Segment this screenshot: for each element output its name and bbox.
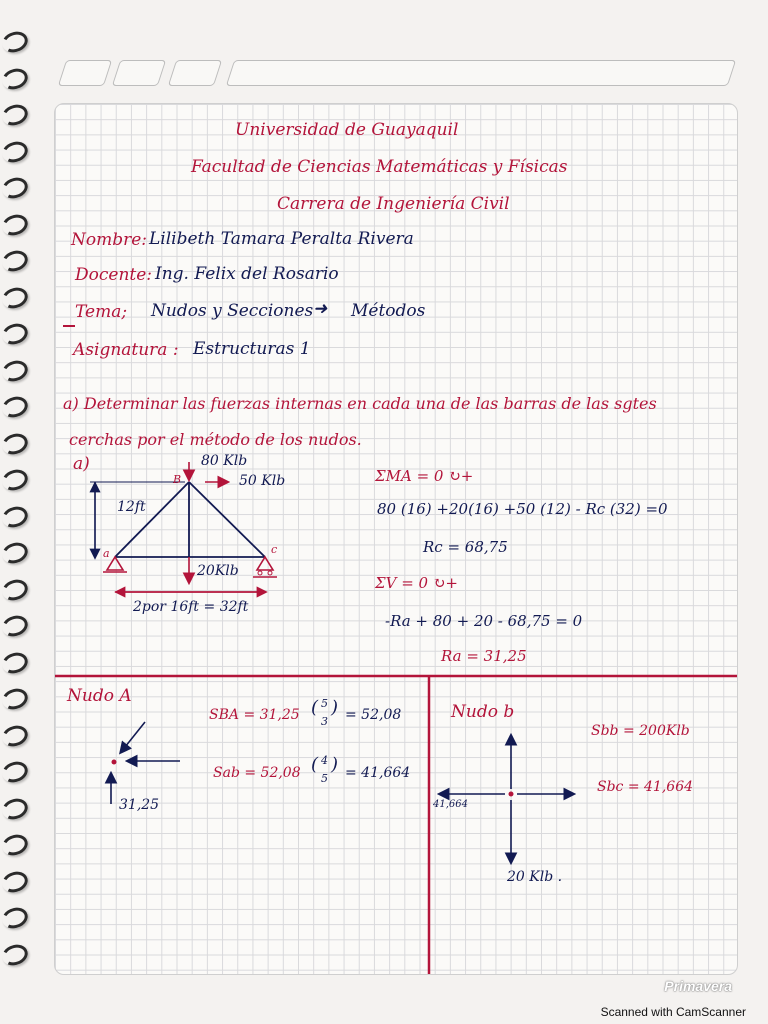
spiral-binding xyxy=(0,0,30,1000)
span-label: 2por 16ft = 32ft xyxy=(133,599,249,615)
spiral-ring xyxy=(0,320,30,347)
problem-line-2: cerchas por el método de los nudos. xyxy=(69,430,362,449)
notebook-page: Universidad de Guayaquil Facultad de Ciencias Matemáticas y Físicas Carrera de Ingeniería Civil Nombre: Lilibeth Tamara Peralta Rivera Docente: Ing. Felix del Rosario Tema; Nudos y Secciones ➜ Métodos Asignatura : Estructuras 1 a) Determinar las fuerzas internas en cada una de las barras de las sgtes cerchas por el método de los nudos. a) 80 Klb 50 Klb B 12ft a c 20Klb 2por 16ft = 32ft ΣMA = 0 ↻+ 80 (16) +20(16) +50 (12) - Rc (32) =0 Rc = 68,75 ΣV = 0 ↻+ -Ra + 80 + 20 - 68,75 = 0 Ra = 31,25 Nudo A SBA = 31,25 ( 5 3 ) = 52,08 Sab = 52,08 ( 4 5 ) = 41,664 31,25 Nudo b Sbb = 200Klb Sbc = 41,664 41,664 20 Klb . xyxy=(54,103,738,975)
load-side-label: 50 Klb xyxy=(239,473,286,489)
spiral-ring xyxy=(0,539,30,566)
spiral-ring xyxy=(0,649,30,676)
sba-fraction-num: 5 xyxy=(321,697,328,710)
tema-value-2: Métodos xyxy=(351,301,426,321)
equation-sum-moments: ΣMA = 0 ↻+ xyxy=(375,467,474,485)
equation-rc-result: Rc = 68,75 xyxy=(423,538,508,556)
sbc-value: Sbc = 41,664 xyxy=(597,779,694,795)
spiral-ring xyxy=(0,357,30,384)
nudo-a-title: Nudo A xyxy=(67,686,132,706)
header-box-2 xyxy=(112,60,166,86)
sba-result: = 52,08 xyxy=(345,707,402,723)
load-bottom-label: 20Klb xyxy=(197,563,239,579)
sab-result: = 41,664 xyxy=(345,765,411,781)
spiral-ring xyxy=(0,904,30,931)
equation-moments-expanded: 80 (16) +20(16) +50 (12) - Rc (32) =0 xyxy=(377,500,668,518)
spiral-ring xyxy=(0,393,30,420)
spiral-ring xyxy=(0,831,30,858)
spiral-ring xyxy=(0,868,30,895)
spiral-ring xyxy=(0,247,30,274)
equation-vertical-expanded: -Ra + 80 + 20 - 68,75 = 0 xyxy=(385,612,583,630)
asignatura-label: Asignatura : xyxy=(73,340,179,360)
height-label: 12ft xyxy=(117,499,146,515)
spiral-ring xyxy=(0,576,30,603)
equation-ra-result: Ra = 31,25 xyxy=(441,647,527,665)
header-box-3 xyxy=(168,60,222,86)
node-b-label: B xyxy=(173,473,182,486)
sab-left: Sab = 52,08 xyxy=(213,765,301,781)
spiral-ring xyxy=(0,612,30,639)
sba-fraction-den: 3 xyxy=(321,715,328,728)
spiral-ring xyxy=(0,101,30,128)
camscanner-footer: Scanned with CamScanner xyxy=(600,1005,746,1019)
nudo-a-diagram xyxy=(111,722,180,804)
docente-value: Ing. Felix del Rosario xyxy=(155,264,339,284)
nudo-b-title: Nudo b xyxy=(451,702,515,722)
header-box-4 xyxy=(226,60,736,86)
sba-left: SBA = 31,25 xyxy=(209,707,300,723)
arrow-icon: ➜ xyxy=(313,299,328,319)
sab-fraction-num: 4 xyxy=(321,754,328,767)
asignatura-value: Estructuras 1 xyxy=(193,339,311,359)
spiral-ring xyxy=(0,795,30,822)
nudo-b-left-force: 41,664 xyxy=(433,799,468,810)
problem-line-1: a) Determinar las fuerzas internas en cada una de las barras de las sgtes xyxy=(63,394,657,413)
spiral-ring xyxy=(0,211,30,238)
part-label: a) xyxy=(73,454,90,474)
spiral-ring xyxy=(0,430,30,457)
spiral-ring xyxy=(0,284,30,311)
career-name: Carrera de Ingeniería Civil xyxy=(277,194,510,214)
spiral-ring xyxy=(0,466,30,493)
spiral-ring xyxy=(0,138,30,165)
node-c-label: c xyxy=(271,543,278,556)
equation-sum-vertical: ΣV = 0 ↻+ xyxy=(375,574,458,592)
spiral-ring xyxy=(0,28,30,55)
sab-fraction-den: 5 xyxy=(321,772,328,785)
tema-label: Tema; xyxy=(75,302,128,322)
spiral-ring xyxy=(0,503,30,530)
faculty-name: Facultad de Ciencias Matemáticas y Físicas xyxy=(191,157,568,177)
nombre-label: Nombre: xyxy=(71,230,148,250)
university-name: Universidad de Guayaquil xyxy=(235,120,459,140)
primavera-logo: Primavera xyxy=(664,978,732,994)
nudo-a-reaction: 31,25 xyxy=(119,797,160,813)
tema-value-1: Nudos y Secciones xyxy=(151,301,314,321)
node-a-label: a xyxy=(103,547,110,560)
spiral-ring xyxy=(0,722,30,749)
nombre-value: Lilibeth Tamara Peralta Rivera xyxy=(149,229,414,249)
spiral-ring xyxy=(0,174,30,201)
load-top-label: 80 Klb xyxy=(201,453,248,469)
docente-label: Docente: xyxy=(75,265,153,285)
header-box-1 xyxy=(58,60,112,86)
sbb-value: Sbb = 200Klb xyxy=(591,723,690,739)
spiral-ring xyxy=(0,941,30,968)
nudo-b-bottom-force: 20 Klb . xyxy=(507,869,563,885)
spiral-ring xyxy=(0,758,30,785)
spiral-ring xyxy=(0,65,30,92)
spiral-ring xyxy=(0,685,30,712)
